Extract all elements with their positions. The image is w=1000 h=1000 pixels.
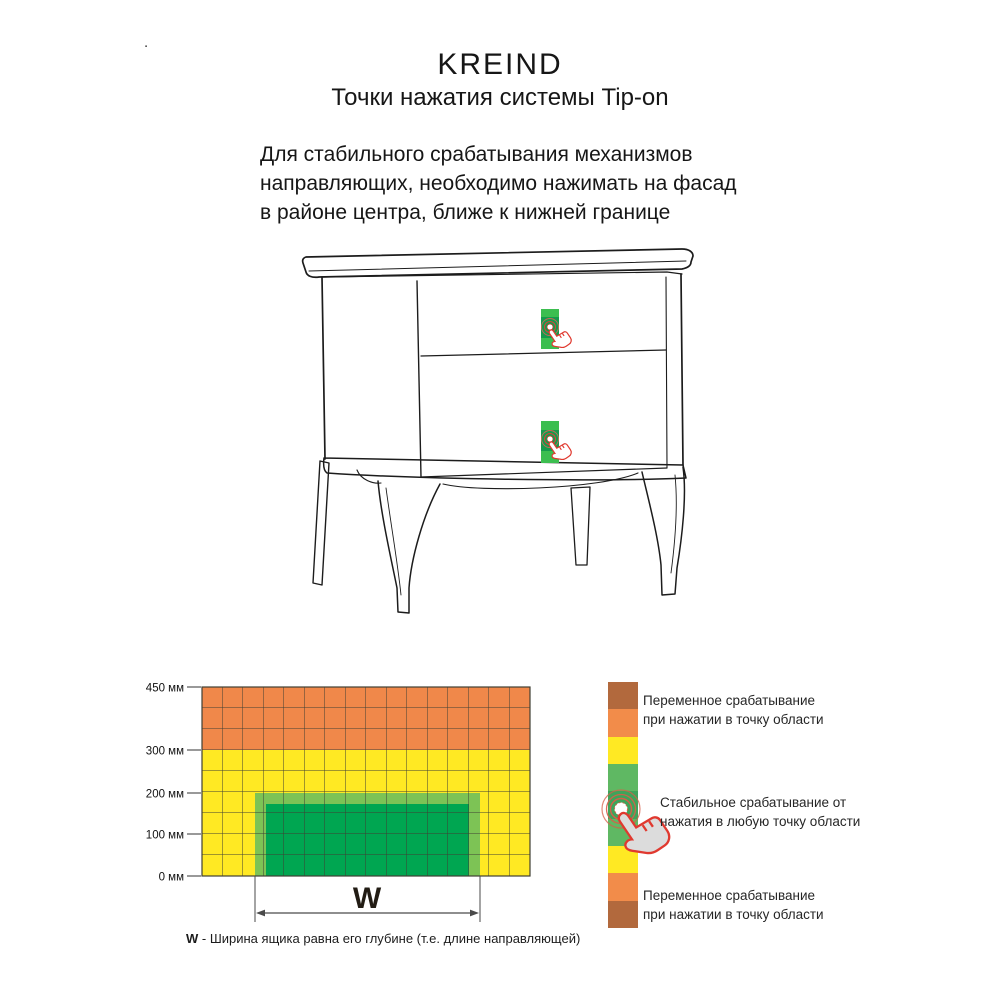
legend-entry-line: при нажатии в точку области <box>643 907 824 922</box>
legend-strip-segment <box>608 737 638 764</box>
tipon-press-zone-top-drawer <box>541 309 573 352</box>
carcass-left-edge <box>322 277 325 459</box>
leg-front-left <box>378 481 440 613</box>
legend-strip-segment <box>608 709 638 736</box>
legend-entry-middle <box>660 793 860 831</box>
legend-strip-segment <box>608 682 638 709</box>
legend-entry-line: нажатия в любую точку области <box>660 814 861 829</box>
leg-front-right <box>642 467 684 595</box>
front-corner-edge <box>417 281 421 477</box>
chart-caption <box>186 931 580 946</box>
legend-strip-segment <box>608 873 638 900</box>
w-dimension-label: W <box>352 882 382 915</box>
nightstand-illustration <box>295 243 700 628</box>
axis-tick-label: 100 мм <box>145 829 184 842</box>
stray-mark: . <box>144 34 149 51</box>
leg-back-left <box>313 461 329 585</box>
intro-line: в районе центра, ближе к нижней границе <box>260 201 671 224</box>
legend-entry-line: Переменное срабатывание <box>643 888 816 903</box>
axis-tick-label: 300 мм <box>145 745 184 758</box>
caption-w: W <box>186 931 199 946</box>
legend-entry-line: Стабильное срабатывание от <box>660 795 847 810</box>
intro-line: Для стабильного срабатывания механизмов <box>260 143 693 166</box>
axis-tick-label: 450 мм <box>145 682 184 695</box>
grid-lines <box>202 687 530 876</box>
leg-back-right <box>571 487 590 565</box>
legend-strip-segment <box>608 901 638 928</box>
legend-entry-line: при нажатии в точку области <box>643 712 824 727</box>
zone-grid-chart <box>140 675 570 960</box>
right-stile-edge <box>681 274 683 465</box>
legend-entry-line: Переменное срабатывание <box>643 693 816 708</box>
axis-tick-label: 0 мм <box>158 871 184 884</box>
arrowhead-left <box>256 910 265 917</box>
intro-paragraph <box>260 140 737 227</box>
legend-entry-bottom <box>643 886 824 924</box>
tipon-press-zone-bottom-drawer <box>541 421 573 464</box>
drawer-right-edge <box>666 277 667 468</box>
caption-text: - Ширина ящика равна его глубине (т.е. длине направляющей) <box>198 931 581 946</box>
brand-title: KREIND <box>437 48 563 81</box>
page-subtitle: Точки нажатия системы Tip-on <box>331 84 669 111</box>
leg-front-right-inner-line <box>671 475 676 573</box>
legend-entry-top <box>643 691 824 729</box>
intro-line: направляющих, необходимо нажимать на фасад <box>260 172 737 195</box>
arrowhead-right <box>470 910 479 917</box>
drawer-divider <box>421 350 666 356</box>
axis-tick-label: 200 мм <box>145 788 184 801</box>
